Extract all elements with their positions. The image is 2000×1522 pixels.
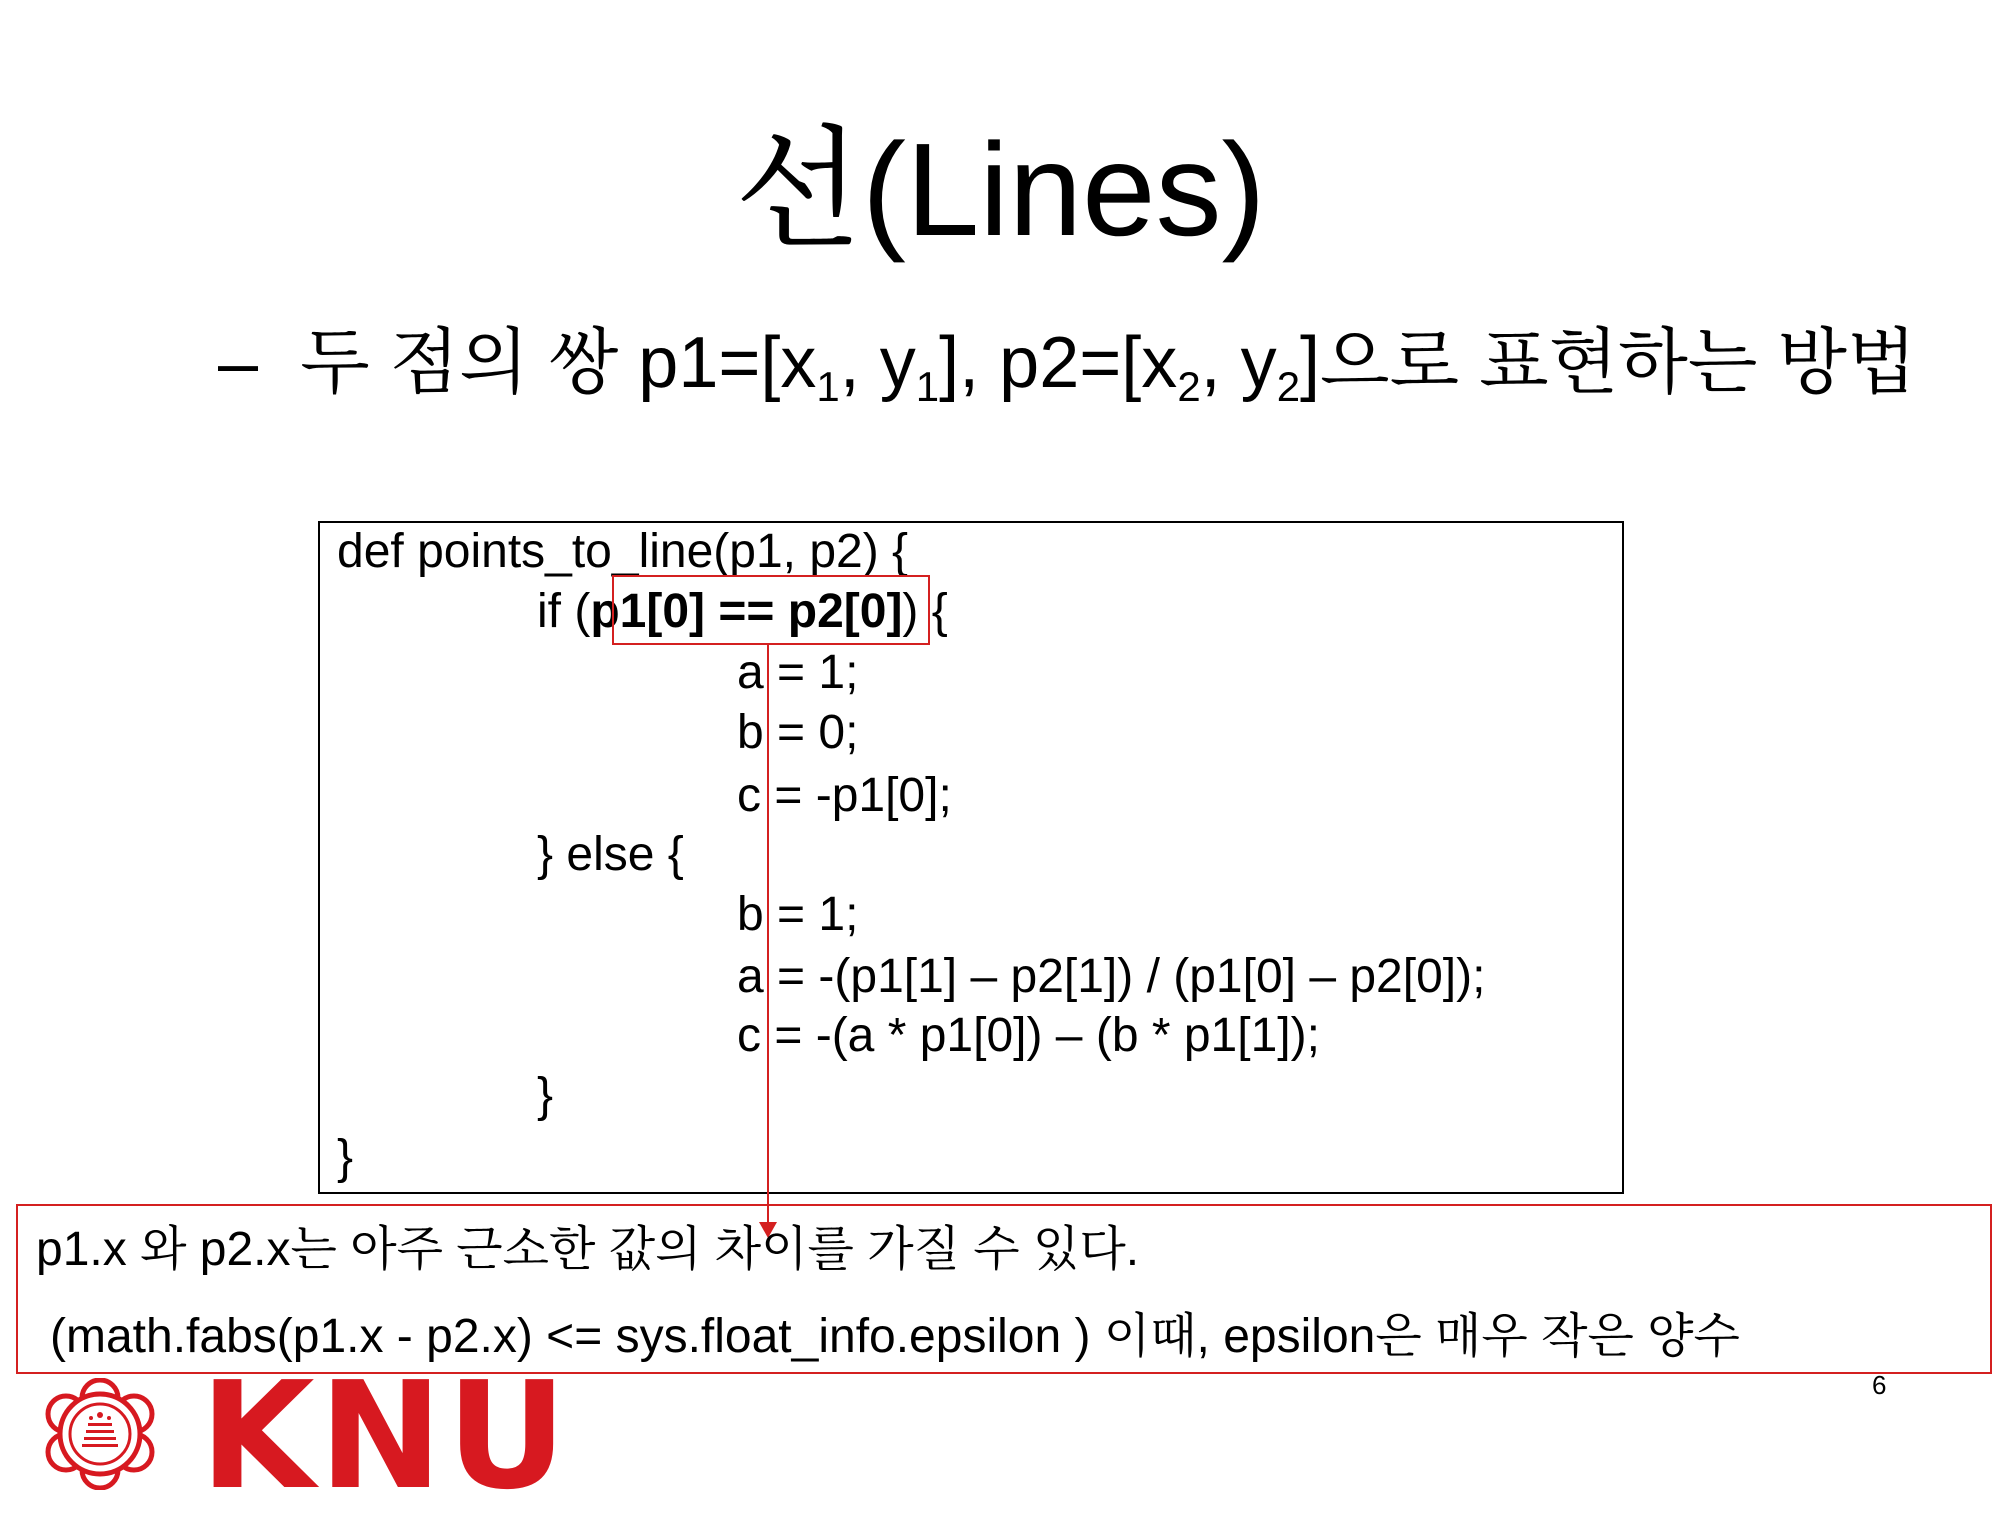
code-line-7: b = 1; (737, 888, 859, 941)
note-line-1: p1.x 와 p2.x는 아주 근소한 값의 차이를 가질 수 있다. (36, 1223, 1140, 1276)
code-line-1: def points_to_line(p1, p2) { (337, 525, 909, 578)
slide-title: 선(Lines) (734, 116, 1266, 263)
code-line-3: a = 1; (737, 646, 859, 699)
code-line-5: c = -p1[0]; (737, 769, 952, 822)
subtitle-dash: – (218, 323, 259, 403)
code-line-8: a = -(p1[1] – p2[1]) / (p1[0] – p2[0]); (737, 950, 1486, 1003)
code-line-10: } (537, 1069, 554, 1122)
code-line-9: c = -(a * p1[0]) – (b * p1[1]); (737, 1009, 1320, 1062)
code-line-6: } else { (537, 828, 684, 881)
subtitle-text: 두 점의 쌍 $p1=[x_1$, $y_1$], $p2=[x_2$, $y_2$]으로 표현하는 방법 (300, 323, 1917, 410)
code-line-2: if (p1[0] == p2[0]) { (537, 585, 948, 638)
logo-text: KNU (200, 1350, 571, 1522)
note-line-2: (math.fabs(p1.x - p2.x) <= sys.float_info.epsilon ) 이때, epsilon은 매우 작은 양수 (50, 1310, 1740, 1363)
page-number: 6 (1872, 1370, 1887, 1400)
logo-emblem-icon (38, 1378, 162, 1495)
condition-bold: p1[0] == p2[0] (590, 585, 903, 638)
code-line-11: } (337, 1131, 354, 1184)
code-line-4: b = 0; (737, 706, 859, 759)
